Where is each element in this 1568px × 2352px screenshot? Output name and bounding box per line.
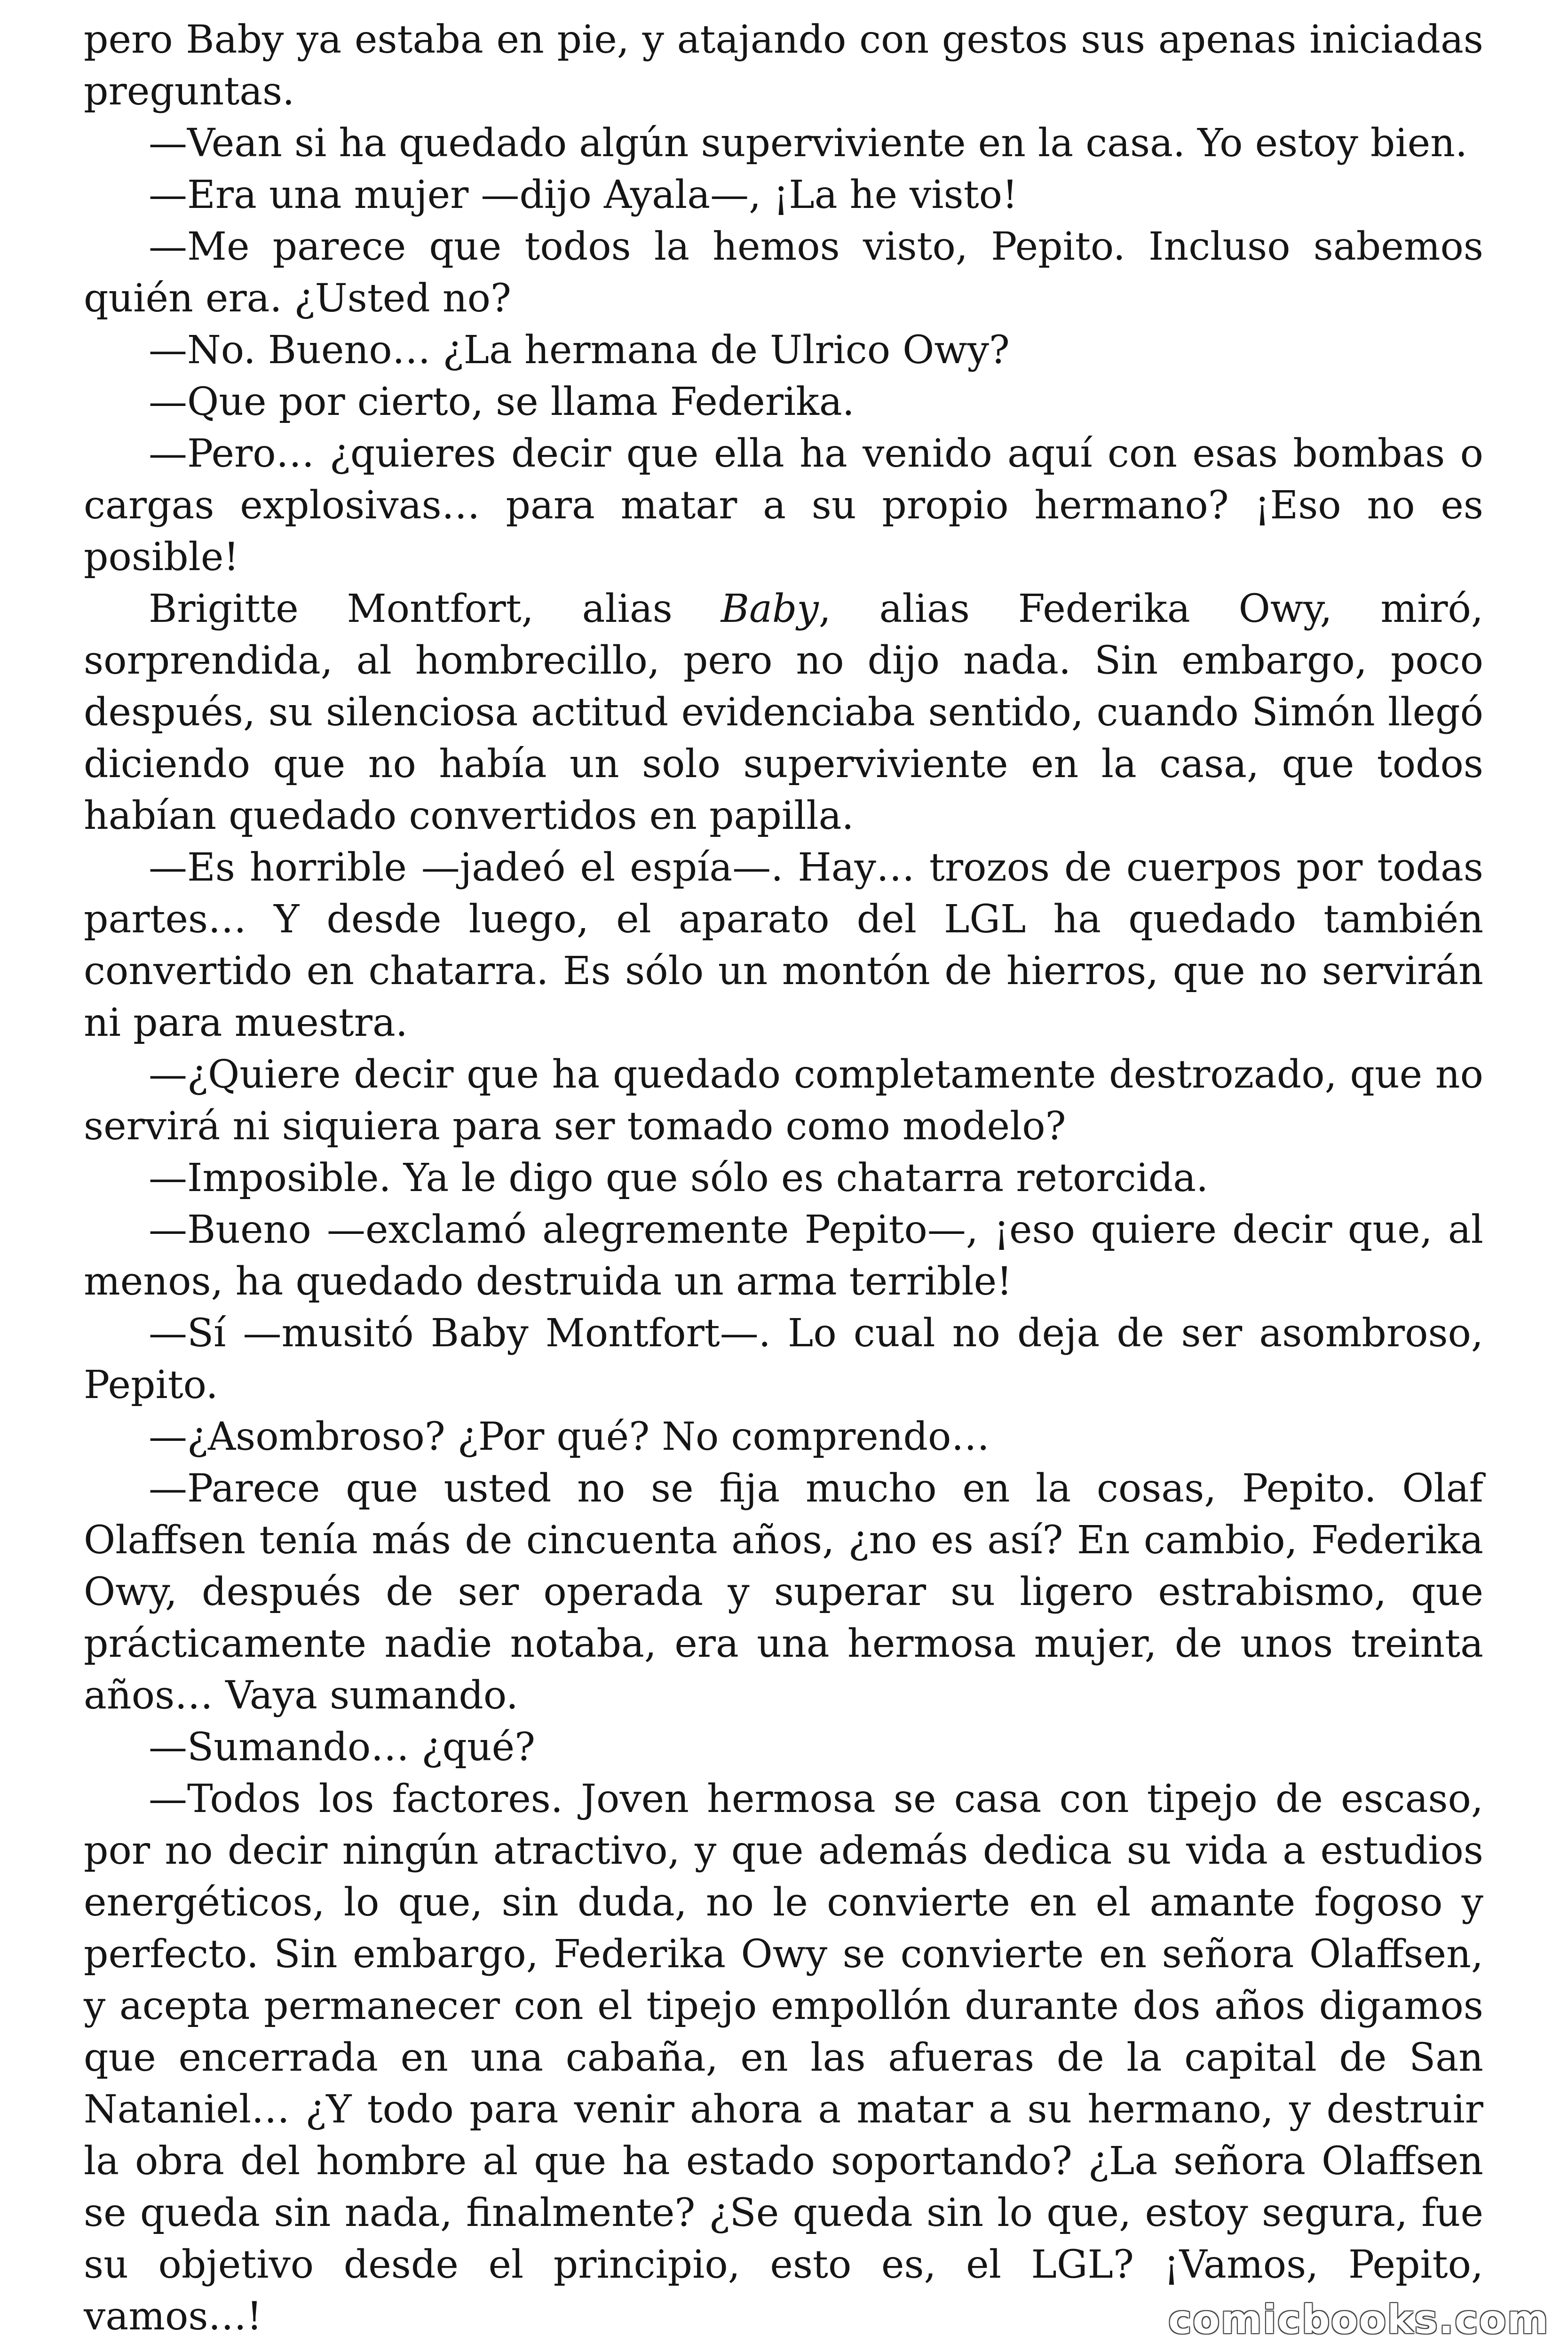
paragraph: —Me parece que todos la hemos visto, Pepito. Incluso sabemos quién era. ¿Usted no? [84,224,1483,321]
paragraph: —Sí —musitó Baby Montfort—. Lo cual no deja de ser asombroso, Pepito. [84,1311,1483,1407]
paragraph: —Pero… ¿quieres decir que ella ha venido aquí con esas bombas o cargas explosivas… para matar a su propio hermano? ¡Eso no es posible! [84,431,1483,580]
paragraph: —¿Quiere decir que ha quedado completamente destrozado, que no servirá ni siquiera para ser tomado como modelo? [84,1052,1483,1149]
paragraph-text: Brigitte Montfort, alias [149,587,721,631]
paragraph: pero Baby ya estaba en pie, y atajando con gestos sus apenas iniciadas preguntas. [84,17,1483,114]
paragraph: —Es horrible —jadeó el espía—. Hay… trozos de cuerpos por todas partes… Y desde luego, el aparato del LGL ha quedado también convertido en chatarra. Es sólo un montón de hierros, que no servirán ni para muestra. [84,845,1483,1045]
paragraph: —Vean si ha quedado algún superviviente en la casa. Yo estoy bien. [149,121,1468,166]
paragraph: —Parece que usted no se fija mucho en la cosas, Pepito. Olaf Olaffsen tenía más de cincuenta años, ¿no es así? En cambio, Federika Owy, después de ser operada y superar su ligero estrabismo, que prácticamente nadie notaba, era una hermosa mujer, de unos treinta años… Vaya sumando. [84,1466,1483,1718]
paragraph: —Era una mujer —dijo Ayala—, ¡La he visto! [149,173,1018,217]
paragraph: —Que por cierto, se llama Federika. [149,380,855,424]
italic-name: Baby [721,587,819,631]
paragraph: —Bueno —exclamó alegremente Pepito—, ¡eso quiere decir que, al menos, ha quedado destruida un arma terrible! [84,1208,1483,1304]
watermark: comicbooks.com [1168,2296,1549,2343]
paragraph [84,583,1483,842]
paragraph-text: , alias Federika Owy, miró, sorprendida, al hombrecillo, pero no dijo nada. Sin embargo, poco después, su silenciosa actitud evidenciaba sentido, cuando Simón llegó diciendo que no había un solo superviviente en la casa, que todos habían quedado convertidos en papilla. [84,587,1483,838]
paragraph: —Sumando… ¿qué? [149,1725,536,1770]
paragraph: —Todos los factores. Joven hermosa se casa con tipejo de escaso, por no decir ningún atractivo, y que además dedica su vida a estudios energéticos, lo que, sin duda, no le convierte en el amante fogoso y perfecto. Sin embargo, Federika Owy se convierte en señora Olaffsen, y acepta permanecer con el tipejo empollón durante dos años digamos que encerrada en una cabaña, en las afueras de la capital de San Nataniel… ¿Y todo para venir ahora a matar a su hermano, y destruir la obra del hombre al que ha estado soportando? ¿La señora Olaffsen se queda sin nada, finalmente? ¿Se queda sin lo que, estoy segura, fue su objetivo desde el principio, esto es, el LGL? ¡Vamos, Pepito, vamos…! [84,1777,1483,2339]
body-text [84,14,1483,2343]
paragraph: —No. Bueno… ¿La hermana de Ulrico Owy? [149,328,1010,373]
paragraph: —¿Asombroso? ¿Por qué? No comprendo… [149,1414,990,1459]
paragraph: —Imposible. Ya le digo que sólo es chatarra retorcida. [149,1156,1209,1200]
